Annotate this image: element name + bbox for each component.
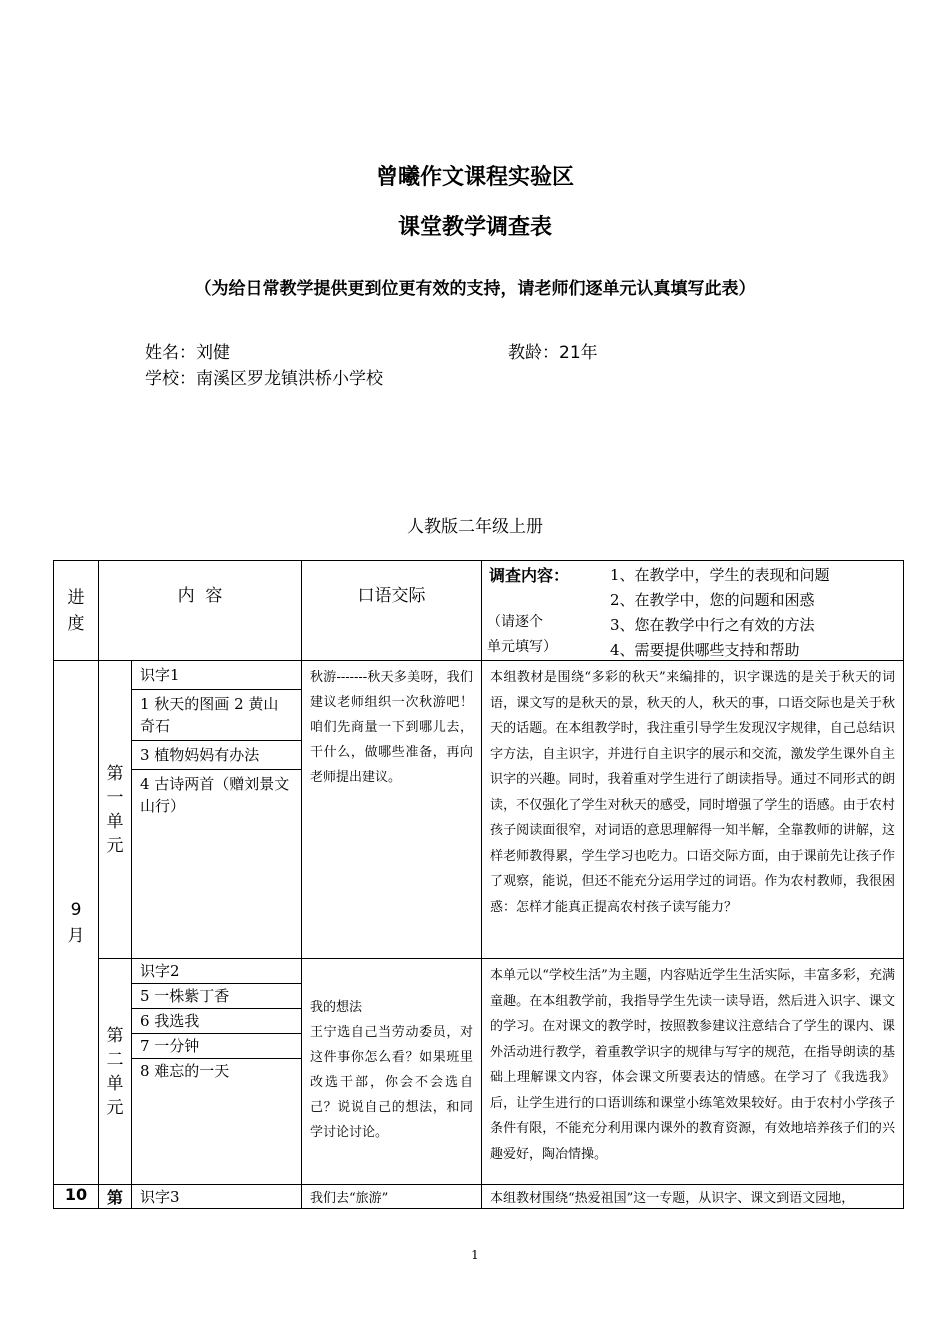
lesson-item: 识字1 [132,661,301,690]
lesson-item: 4 古诗两首（赠刘景文 山行） [140,775,290,815]
doc-title: 曾曦作文课程实验区 [375,164,574,190]
teacher-school: 学校：南溪区罗龙镇洪桥小学校 [145,369,383,389]
oral-title: 我的想法 [310,1000,363,1015]
survey-table [53,560,904,1209]
oral-text: 王宁选自己当劳动委员，对这件事你怎么看？如果班里改选干部，你会不会选自己？说说自己的想法，和同学讨论讨论。 [310,1025,473,1140]
unit-3-survey: 本组教材围绕“热爱祖国”这一专题，从识字、课文到语文园地， [482,1185,904,1209]
survey-item: 3、您在教学中行之有效的方法 [610,616,815,634]
lesson-item: 7 一分钟 [132,1034,301,1059]
lesson-item: 8 难忘的一天 [140,1062,230,1080]
survey-note-1: （请逐个 [487,614,543,630]
unit-2-label: 第 二 单 元 [99,959,132,1185]
edition-title: 人教版二年级上册 [407,517,543,537]
unit-1-lessons [132,661,302,959]
survey-title: 调查内容： [489,566,570,585]
survey-items [610,563,830,663]
page-number: 1 [471,1248,479,1262]
header-progress: 进 度 [54,561,99,661]
survey-item: 2、在教学中，您的问题和困惑 [610,591,815,609]
lesson-item: 1 秋天的图画 2 黄山奇石 [132,690,301,741]
lesson-item: 5 一株紫丁香 [132,984,301,1009]
lesson-item: 识字2 [132,959,301,984]
lesson-item: 3 植物妈妈有办法 [132,741,301,770]
teacher-name: 姓名：刘健 [145,343,230,363]
unit-2-oral [302,959,482,1185]
unit-1-survey: 本组教材是围绕“多彩的秋天”来编排的，识字课选的是关于秋天的词语，课文写的是秋天的景，秋天的人，秋天的事，口语交际也是关于秋天的话题。在本组教学时，我注重引导学生发现汉字规律，自己总结识字方法，自主识字，并进行自主识字的展示和交流，激发学生课外自主识字的兴趣。同时，我着重对学生进行了朗读指导。通过不同形式的朗读，不仅强化了学生对秋天的感受，同时增强了学生的语感。由于农村孩子阅读面很窄，对词语的意思理解得一知半解，全靠教师的讲解，这样老师教得累，学生学习也吃力。口语交际方面，由于课前先让孩子作了观察，能说，但还不能充分运用学过的词语。作为农村教师，我很困惑：怎样才能真正提高农村孩子读写能力？ [482,661,904,959]
lesson-item: 识字3 [132,1185,302,1209]
unit-1-oral: 秋游-------秋天多美呀，我们建议老师组织一次秋游吧！咱们先商量一下到哪儿去，干什么，做哪些准备，再向老师提出建议。 [302,661,482,959]
doc-subtitle: 课堂教学调查表 [397,214,552,240]
unit-2-survey: 本单元以“学校生活”为主题，内容贴近学生生活实际，丰富多彩，充满童趣。在本组教学前，我指导学生先读一读导语，然后进入识字、课文的学习。在对课文的教学时，按照教参建议注意结合了学生的课内、课外活动进行教学，着重教学识字的规律与写字的规范，在指导朗读的基础上理解课文内容，体会课文所要表达的情感。在学习了《我选我》后，让学生进行的口语训练和课堂小练笔效果较好。由于农村小学孩子条件有限，不能充分利用课内课外的教育资源，有效地培养孩子们的兴趣爱好，陶冶情操。 [482,959,904,1185]
header-survey [482,561,904,661]
header-oral: 口语交际 [302,561,482,661]
month-10: 10 [54,1185,99,1209]
unit-3-label: 第 [99,1185,132,1209]
unit-3-oral: 我们去“旅游” [302,1185,482,1209]
month-9: 9 月 [54,661,99,1185]
teacher-years: 教龄：21年 [508,343,598,363]
survey-item: 1、在教学中，学生的表现和问题 [610,566,830,584]
lesson-item: 6 我选我 [132,1009,301,1034]
survey-item: 4、需要提供哪些支持和帮助 [610,641,800,659]
intro-text: （为给日常教学提供更到位更有效的支持，请老师们逐单元认真填写此表） [194,279,756,299]
unit-2-lessons [132,959,302,1185]
unit-1-label: 第 一 单 元 [99,661,132,959]
survey-note-2: 单元填写） [487,639,557,655]
header-content: 内 容 [99,561,302,661]
